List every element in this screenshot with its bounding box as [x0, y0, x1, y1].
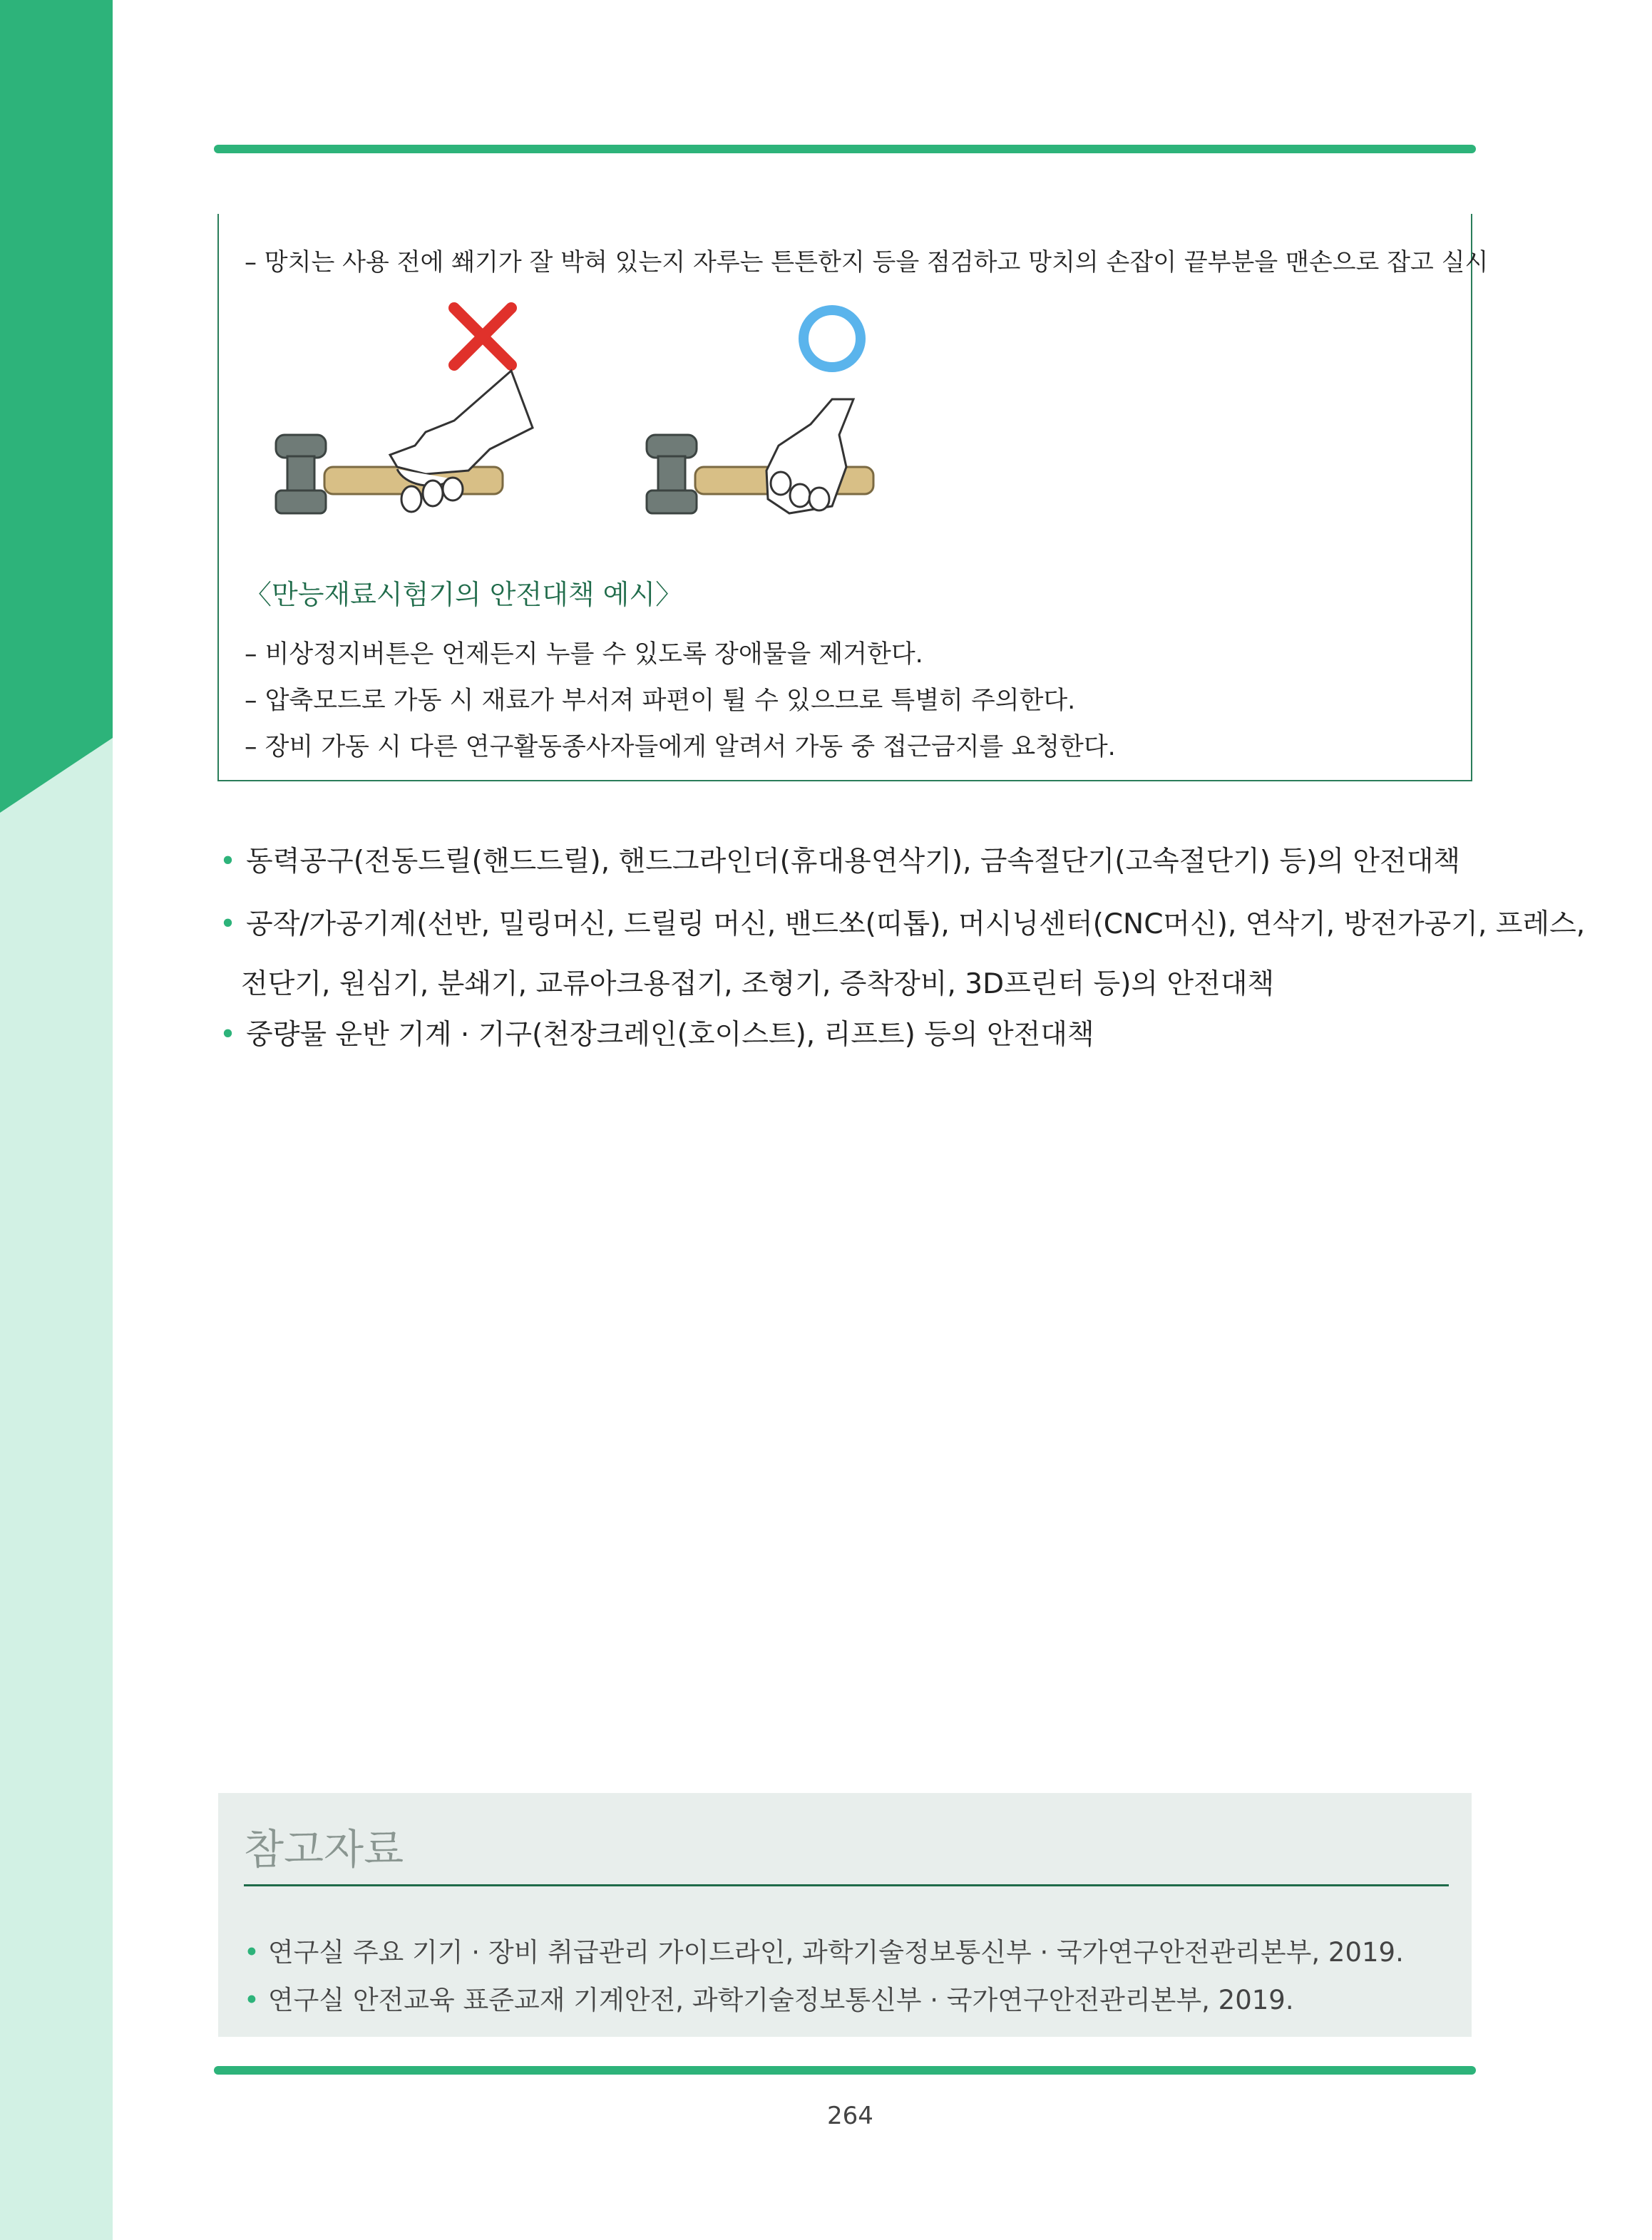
side-tab-band — [0, 0, 113, 813]
bullet-dot: • — [220, 1019, 237, 1051]
example-box — [217, 214, 1489, 781]
wrong-example — [262, 292, 561, 535]
reference-item — [244, 1978, 1294, 2017]
page-number: 264 — [827, 2102, 873, 2130]
side-tab — [0, 0, 113, 2240]
right-example — [632, 292, 932, 535]
wrong-grip-illustration — [262, 292, 561, 535]
references-divider — [244, 1884, 1449, 1886]
reference-item — [244, 1931, 1404, 1969]
bullet-dot: • — [220, 908, 237, 940]
top-rule — [214, 145, 1476, 153]
bullet-text-continued: 전단기, 원심기, 분쇄기, 교류아크용접기, 조형기, 증착장비, 3D프린터 등)의 안전대책 — [241, 968, 1275, 1000]
bullet-text: 중량물 운반 기계 · 기구(천장크레인(호이스트), 리프트) 등의 안전대책 — [246, 1019, 1094, 1051]
wrong-mark-icon — [454, 308, 511, 365]
bullet-item — [220, 1012, 1094, 1052]
reference-text: 연구실 주요 기기 · 장비 취급관리 가이드라인, 과학기술정보통신부 · 국가연구안전관리본부, 2019. — [267, 1937, 1404, 1968]
bullet-dot: • — [244, 1937, 260, 1968]
bullet-item — [220, 839, 1460, 879]
box-item-1: – 비상정지버튼은 언제든지 누를 수 있도록 장애물을 제거한다. — [245, 640, 923, 669]
hand-icon — [766, 399, 853, 513]
bullet-text: 공작/가공기계(선반, 밀링머신, 드릴링 머신, 밴드쏘(띠톱), 머시닝센터(CNC머신), 연삭기, 방전가공기, 프레스, — [246, 908, 1586, 940]
references-box — [218, 1793, 1472, 2037]
bullet-dot: • — [220, 846, 237, 878]
bullet-item — [220, 902, 1585, 1002]
hand-icon — [390, 371, 533, 512]
correct-grip-illustration — [632, 292, 932, 535]
box-title: 〈만능재료시험기의 안전대책 예시〉 — [245, 579, 683, 610]
box-item-3: – 장비 가동 시 다른 연구활동종사자들에게 알려서 가동 중 접근금지를 요청한다. — [245, 733, 1116, 761]
bottom-rule — [214, 2066, 1476, 2075]
hammer-note: – 망치는 사용 전에 쐐기가 잘 박혀 있는지 자루는 튼튼한지 등을 점검하고 망치의 손잡이 끝부분을 맨손으로 잡고 실시 — [245, 248, 1489, 277]
bullet-dot: • — [244, 1985, 260, 2015]
box-item-2: – 압축모드로 가동 시 재료가 부서져 파편이 튈 수 있으므로 특별히 주의한다. — [245, 687, 1076, 715]
reference-text: 연구실 안전교육 표준교재 기계안전, 과학기술정보통신부 · 국가연구안전관리본부, 2019. — [267, 1985, 1294, 2015]
correct-mark-icon — [804, 310, 861, 367]
references-title: 참고자료 — [244, 1825, 404, 1874]
bullet-text: 동력공구(전동드릴(핸드드릴), 핸드그라인더(휴대용연삭기), 금속절단기(고속절단기) 등)의 안전대책 — [246, 846, 1461, 878]
